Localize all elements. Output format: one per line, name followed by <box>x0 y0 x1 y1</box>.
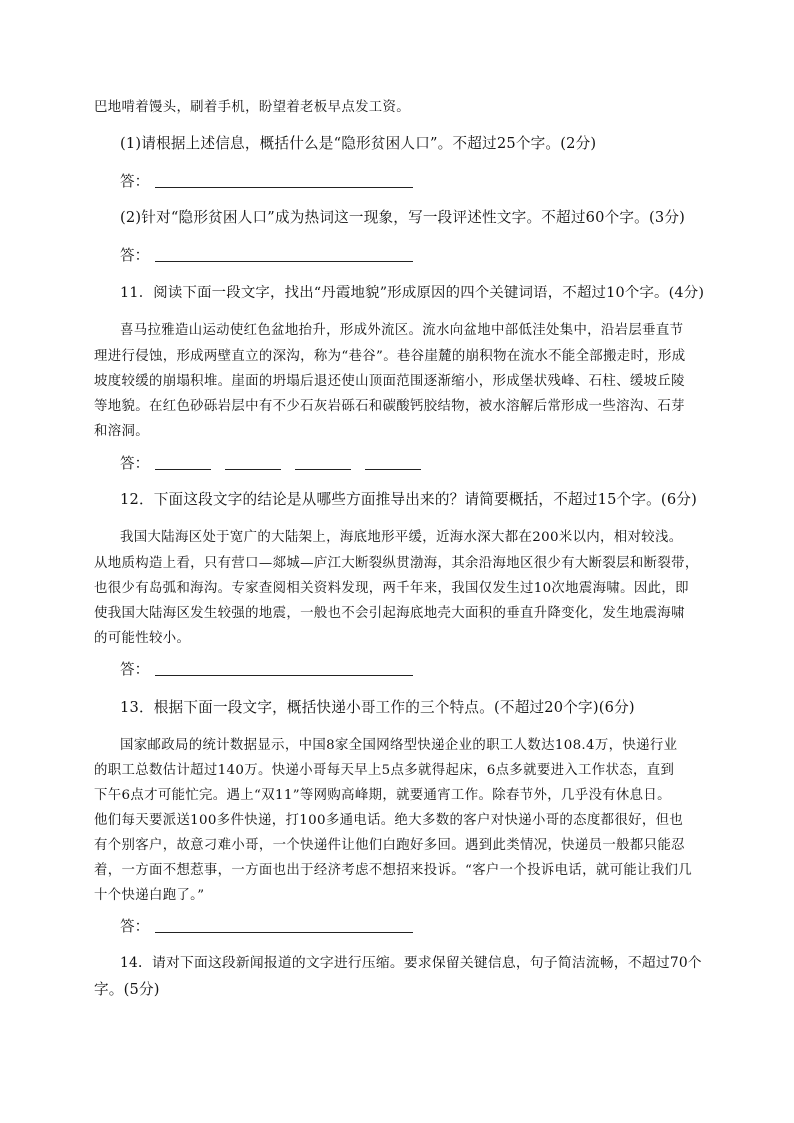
q13-passage-line: 国家邮政局的统计数据显示，中国8家全国网络型快递企业的职工人数达108.4万，快递行业 <box>120 738 678 753</box>
answer-line-q10-2[interactable] <box>120 249 413 264</box>
q13-passage-line: 十个快递白跑了。” <box>94 888 205 903</box>
q11-passage-line: 喜马拉雅造山运动使红色盆地抬升，形成外流区。流水向盆地中部低洼处集中，沿岩层垂直节 <box>120 323 684 338</box>
q13-passage-line: 他们每天要派送100多件快递，打100多通电话。绝大多数的客户对快递小哥的态度都很好，但也 <box>94 813 684 828</box>
answer-blank[interactable] <box>155 260 413 262</box>
q13-passage-line: 下午6点才可能忙完。遇上“双11”等网购高峰期，就要通宵工作。除春节外，几乎没有休息日。 <box>94 788 671 803</box>
answer-blank[interactable] <box>155 186 413 188</box>
q13-passage-line: 有个别客户，故意刁难小哥，一个快递件让他们白跑好多回。遇到此类情况，快递员一般都只能忍 <box>94 838 685 853</box>
q11-passage-line: 坡度较缓的崩塌积堆。崖面的坍塌后退还使山顶面范围逐渐缩小，形成堡状残峰、石柱、缓坡丘陵 <box>94 374 685 389</box>
q12-passage-line: 使我国大陆海区发生较强的地震，一般也不会引起海底地壳大面积的垂直升降变化，发生地震海啸 <box>94 606 685 621</box>
q11-passage-line: 理进行侵蚀，形成两壁直立的深沟，称为“巷谷”。巷谷崖麓的崩积物在流水不能全部搬走时，形成 <box>94 349 686 364</box>
answer-line-q10-1[interactable] <box>120 175 413 190</box>
q13-passage-line: 着，一方面不想惹事，一方面也出于经济考虑不想招来投诉。“客户一个投诉电话，就可能让我们几 <box>94 863 693 878</box>
answer-line-q13[interactable] <box>120 920 413 935</box>
q12-question: 12．下面这段文字的结论是从哪些方面推导出来的？请简要概括，不超过15个字。(6分) <box>120 491 697 508</box>
answer-label: 答： <box>120 455 150 472</box>
q12-passage-line: 的可能性较小。 <box>94 631 191 646</box>
q12-passage-line: 从地质构造上看，只有营口—郯城—庐江大断裂纵贯渤海，其余沿海地区很少有大断裂层和断裂带， <box>94 556 699 571</box>
q13-passage-line: 的职工总数估计超过140万。快递小哥每天早上5点多就得起床，6点多就要进入工作状态，直到 <box>94 763 675 778</box>
answer-blank-3[interactable] <box>295 468 351 470</box>
q14-question-line: 14．请对下面这段新闻报道的文字进行压缩。要求保留关键信息，句子简洁流畅，不超过70个 <box>120 955 702 971</box>
answer-label: 答： <box>120 661 150 678</box>
passage-continuation: 巴地啃着馒头，刷着手机，盼望着老板早点发工资。 <box>94 100 411 115</box>
q11-passage-line: 和溶洞。 <box>94 424 149 439</box>
answer-line-q11[interactable] <box>120 457 421 472</box>
answer-blank-1[interactable] <box>155 468 211 470</box>
q13-question: 13．根据下面一段文字，概括快递小哥工作的三个特点。(不超过20个字)(6分) <box>120 699 635 716</box>
q14-question-line: 字。(5分) <box>94 981 160 998</box>
answer-label: 答： <box>120 247 150 264</box>
q10-part2: (2)针对“隐形贫困人口”成为热词这一现象，写一段评述性文字。不超过60个字。(3分) <box>120 209 686 226</box>
q12-passage-line: 我国大陆海区处于宽广的大陆架上，海底地形平缓，近海水深大都在200米以内，相对较浅。 <box>120 530 683 545</box>
q10-part1: (1)请根据上述信息，概括什么是“隐形贫困人口”。不超过25个字。(2分) <box>120 135 597 152</box>
answer-blank[interactable] <box>155 674 413 676</box>
answer-blank[interactable] <box>155 931 413 933</box>
q12-passage-line: 也很少有岛弧和海沟。专家查阅相关资料发现，两千年来，我国仅发生过10次地震海啸。因此，即 <box>94 581 689 596</box>
answer-blank-4[interactable] <box>365 468 421 470</box>
q11-passage-line: 等地貌。在红色砂砾岩层中有不少石灰岩砾石和碳酸钙胶结物，被水溶解后常形成一些溶沟、石芽 <box>94 399 685 414</box>
answer-line-q12[interactable] <box>120 663 413 678</box>
q11-question: 11．阅读下面一段文字，找出“丹霞地貌”形成原因的四个关键词语，不超过10个字。(4分) <box>120 285 705 301</box>
answer-label: 答： <box>120 173 150 190</box>
answer-label: 答： <box>120 918 150 935</box>
answer-blank-2[interactable] <box>225 468 281 470</box>
